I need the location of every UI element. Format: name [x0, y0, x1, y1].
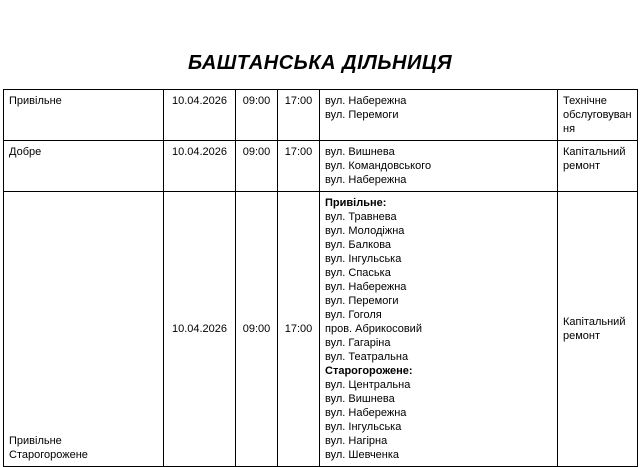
cell-date: 10.04.2026 — [164, 141, 236, 192]
cell-streets: Привільне: вул. Травнева вул. Молодіжна вул. Балкова вул. Інгульська вул. Спаська вул. Набережна вул. Перемоги вул. Гоголя пров. Абрикосовий вул. Гагаріна вул. Театральна Старогорожене: вул. Центральна вул. Вишнева вул. Набережна вул. Інгульська вул. Нагірна вул. Шевченка — [320, 192, 558, 467]
table-row — [4, 192, 638, 467]
cell-date: 10.04.2026 — [164, 192, 236, 467]
cell-streets: вул. Набережна вул. Перемоги — [320, 90, 558, 141]
outage-schedule-table — [3, 89, 638, 467]
cell-time-from: 09:00 — [236, 141, 278, 192]
cell-time-from: 09:00 — [236, 90, 278, 141]
cell-time-to: 17:00 — [278, 141, 320, 192]
cell-date: 10.04.2026 — [164, 90, 236, 141]
cell-streets: вул. Вишнева вул. Командовського вул. Набережна — [320, 141, 558, 192]
cell-location: Привільне Старогорожене — [4, 192, 164, 467]
cell-work-type: Технічне обслуговування — [558, 90, 638, 141]
table-row — [4, 90, 638, 141]
table-body — [4, 90, 638, 467]
cell-time-to: 17:00 — [278, 192, 320, 467]
cell-location: Добре — [4, 141, 164, 192]
cell-work-type: Капітальний ремонт — [558, 192, 638, 467]
cell-time-from: 09:00 — [236, 192, 278, 467]
cell-location: Привільне — [4, 90, 164, 141]
cell-time-to: 17:00 — [278, 90, 320, 141]
page-title: БАШТАНСЬКА ДІЛЬНИЦЯ — [187, 52, 453, 74]
cell-work-type: Капітальний ремонт — [558, 141, 638, 192]
table-row — [4, 141, 638, 192]
